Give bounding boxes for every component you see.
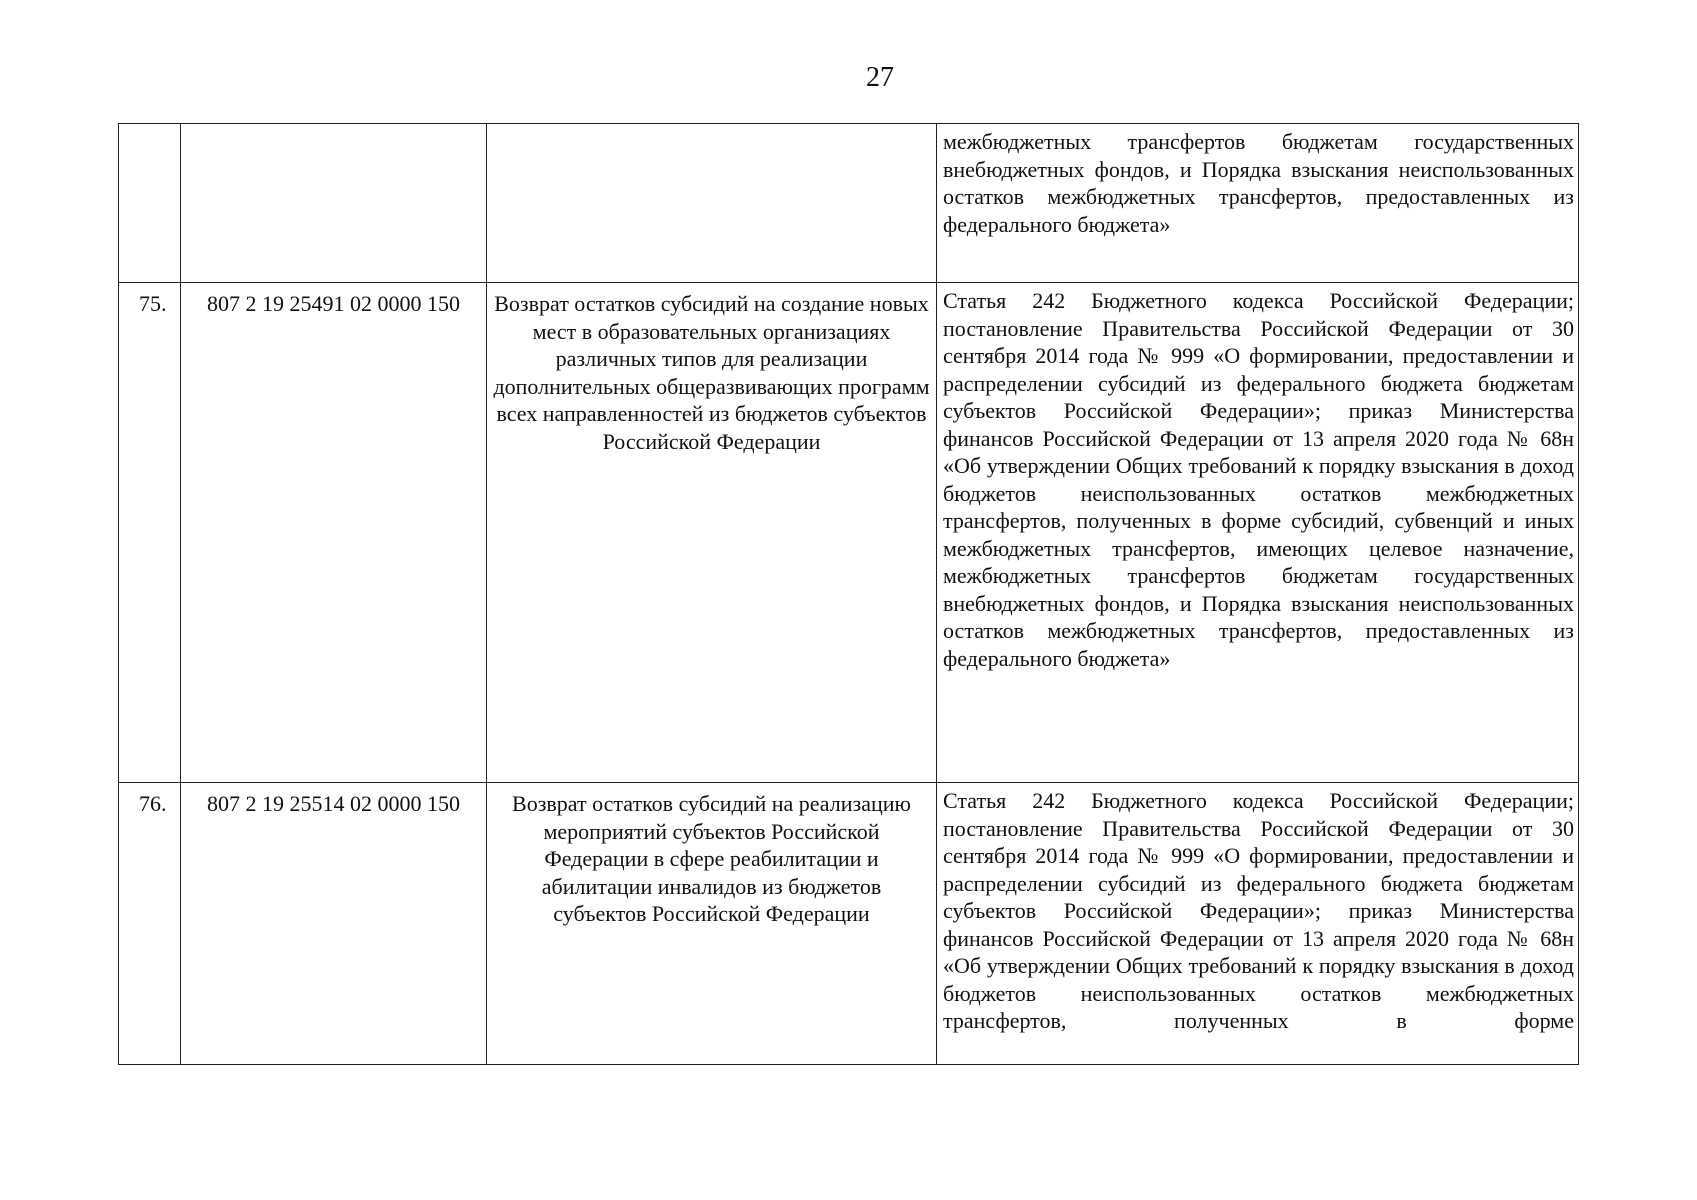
table-row — [119, 783, 1579, 1065]
revenue-name-cell: Возврат остатков субсидий на реализацию мероприятий субъектов Российской Федерации в сфере реабилитации и абилитации инвалидов из бюджетов субъектов Российской Федерации — [487, 783, 937, 1065]
table-row — [119, 283, 1579, 783]
legal-basis-cell: межбюджетных трансфертов бюджетам государственных внебюджетных фондов, и Порядка взыскания неиспользованных остатков межбюджетных трансфертов, предоставленных из федерального бюджета» — [937, 124, 1579, 283]
legal-basis-cell: Статья 242 Бюджетного кодекса Российской Федерации; постановление Правительства Российской Федерации от 30 сентября 2014 года № 999 «О формировании, предоставлении и распределении субсидий из федерального бюджета бюджетам субъектов Российской Федерации»; приказ Министерства финансов Российской Федерации от 13 апреля 2020 года № 68н «Об утверждении Общих требований к порядку взыскания в доход бюджетов неиспользованных остатков межбюджетных трансфертов, полученных в форме — [937, 783, 1579, 1065]
row-number-cell — [119, 124, 181, 283]
page-number: 27 — [866, 62, 894, 93]
budget-code-cell: 807 2 19 25514 02 0000 150 — [181, 783, 487, 1065]
budget-code-cell — [181, 124, 487, 283]
legal-basis-cell: Статья 242 Бюджетного кодекса Российской Федерации; постановление Правительства Российской Федерации от 30 сентября 2014 года № 999 «О формировании, предоставлении и распределении субсидий из федерального бюджета бюджетам субъектов Российской Федерации»; приказ Министерства финансов Российской Федерации от 13 апреля 2020 года № 68н «Об утверждении Общих требований к порядку взыскания в доход бюджетов неиспользованных остатков межбюджетных трансфертов, полученных в форме субсидий, субвенций и иных межбюджетных трансфертов, имеющих целевое назначение, межбюджетных трансфертов бюджетам государственных внебюджетных фондов, и Порядка взыскания неиспользованных остатков межбюджетных трансфертов, предоставленных из федерального бюджета» — [937, 283, 1579, 783]
table-row — [119, 124, 1579, 283]
budget-code-cell: 807 2 19 25491 02 0000 150 — [181, 283, 487, 783]
revenue-name-cell — [487, 124, 937, 283]
revenue-name-cell: Возврат остатков субсидий на создание новых мест в образовательных организациях различных типов для реализации дополнительных общеразвивающих программ всех направленностей из бюджетов субъектов Российской Федерации — [487, 283, 937, 783]
row-number-cell: 75. — [119, 283, 181, 783]
budget-codes-table — [118, 123, 1579, 1065]
row-number-cell: 76. — [119, 783, 181, 1065]
